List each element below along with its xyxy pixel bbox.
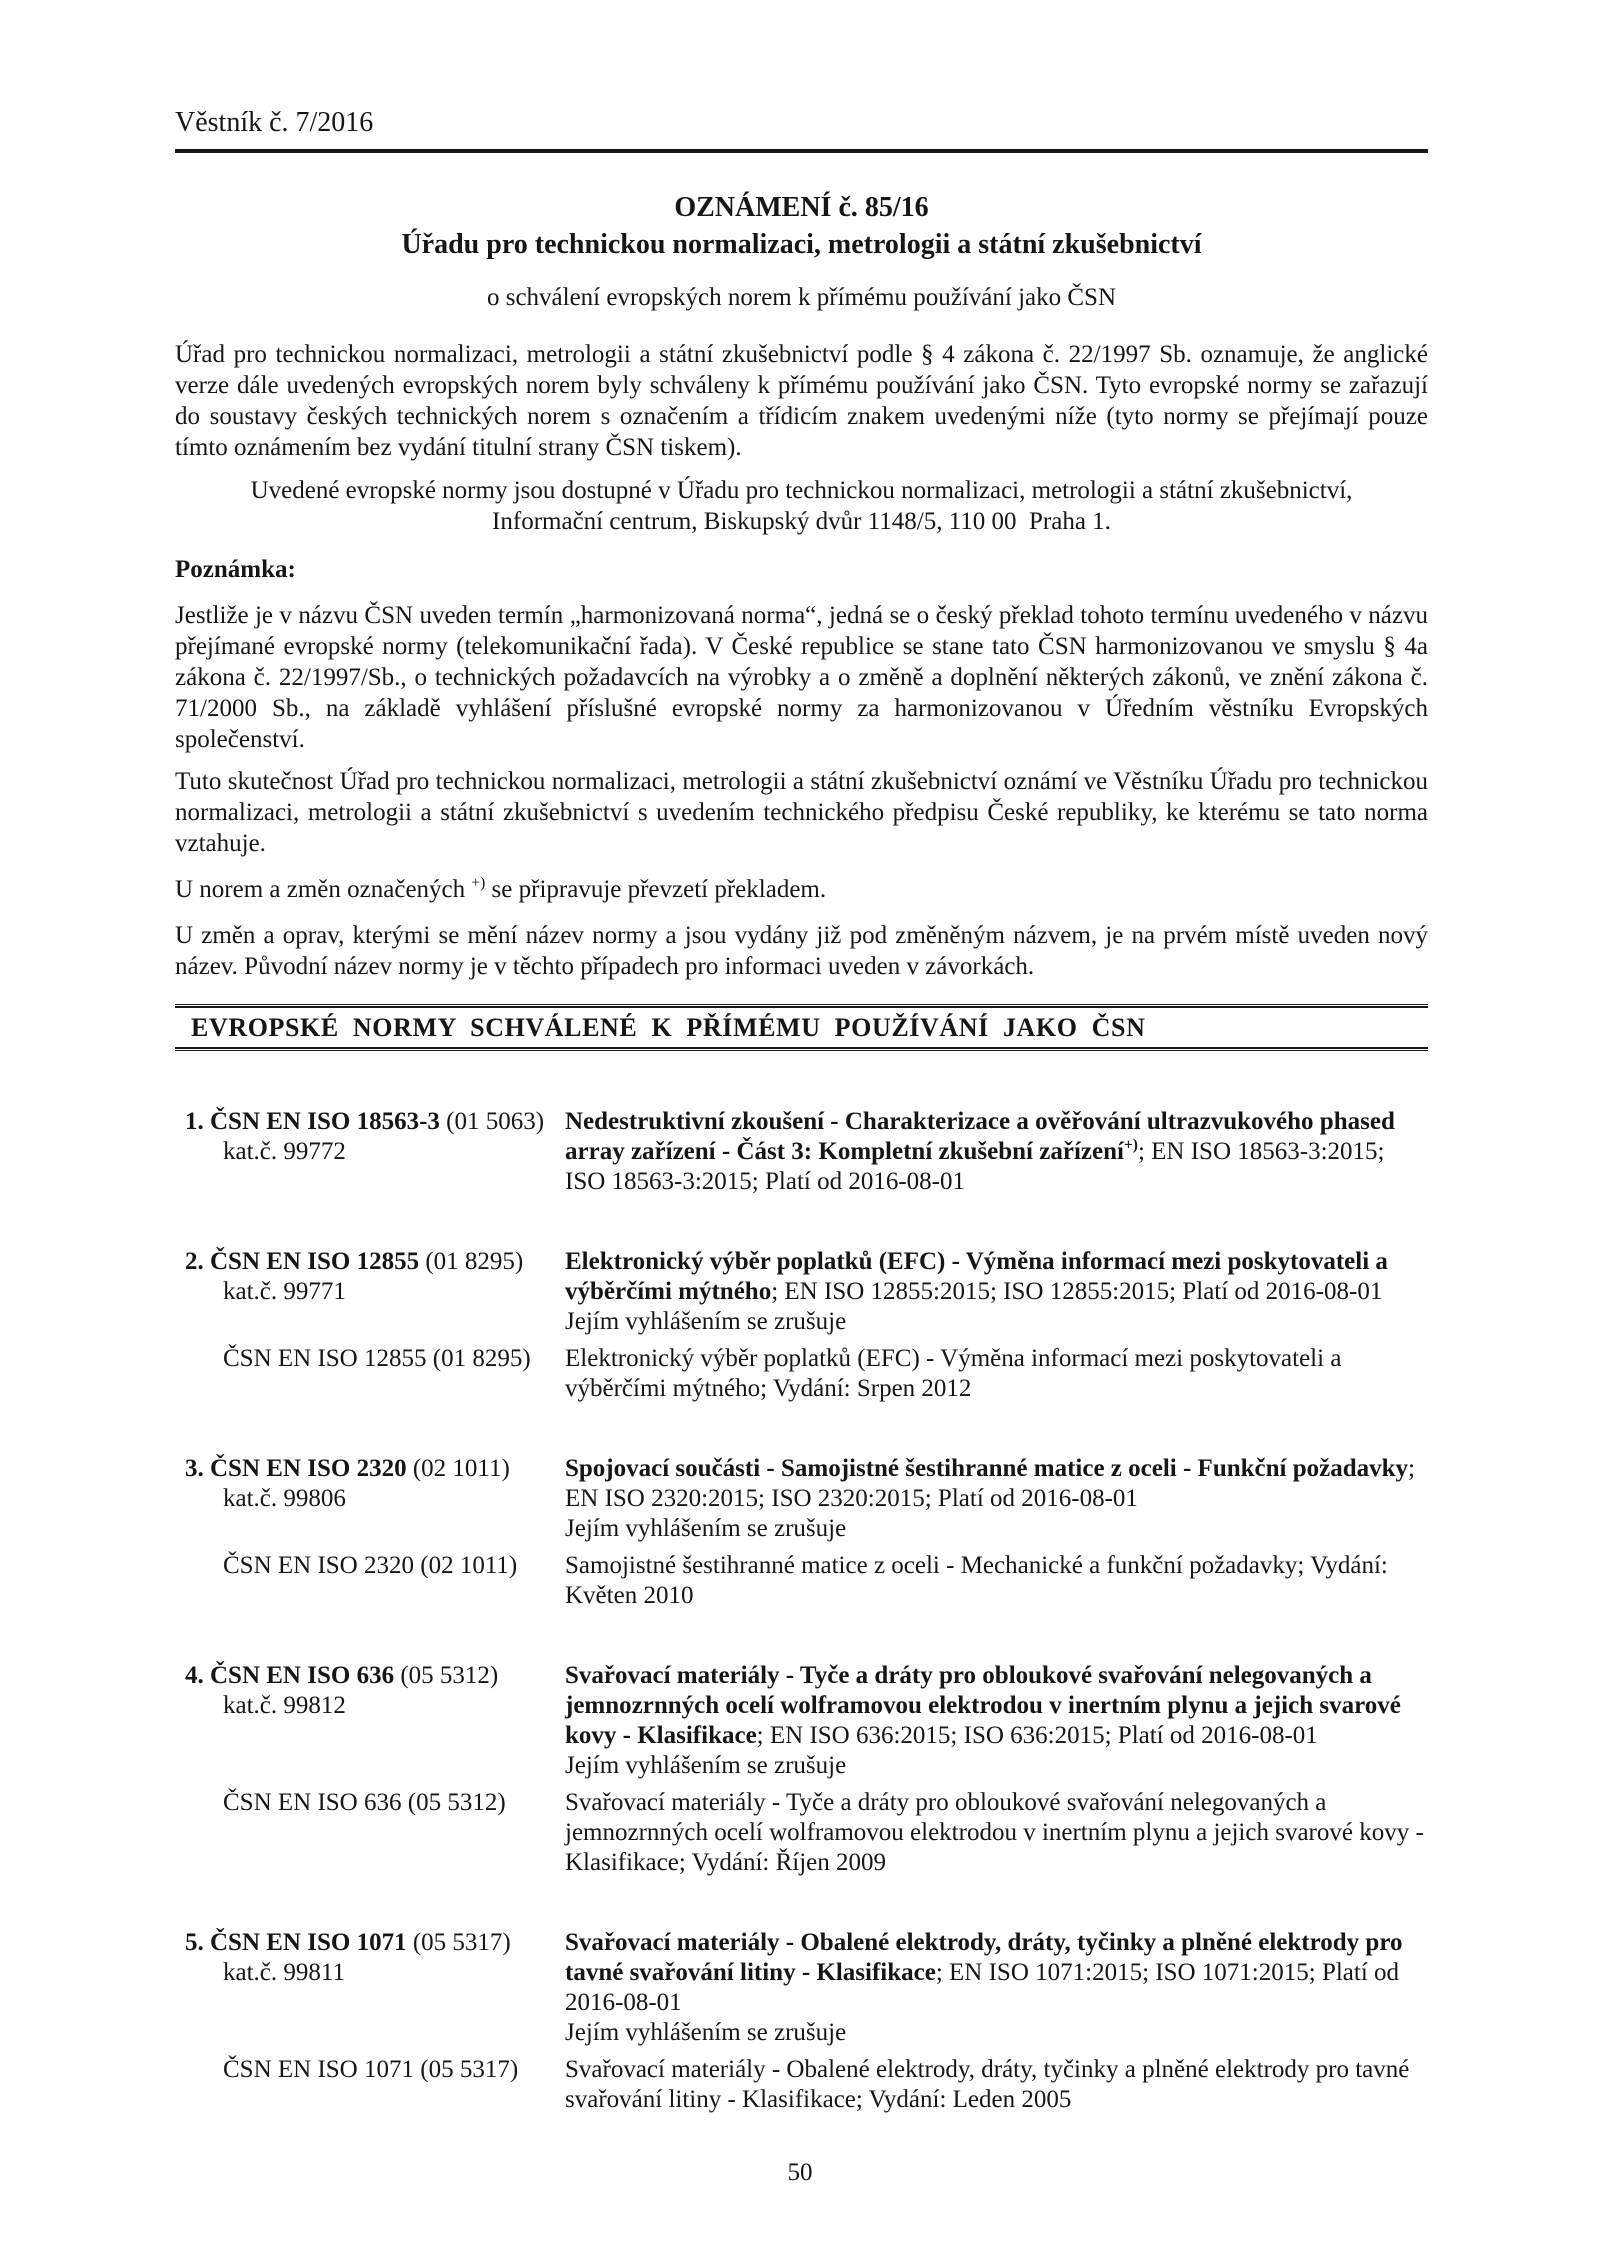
- entry-catalog-number: kat.č. 99771: [223, 1278, 346, 1305]
- standard-entry: [175, 1454, 1428, 1611]
- section-heading: EVROPSKÉ NORMY SCHVÁLENÉ K PŘÍMÉMU POUŽÍVÁNÍ JAKO ČSN: [191, 1013, 1146, 1042]
- entry-designation-line: [175, 1454, 547, 1484]
- entry-designation-line: [175, 1107, 547, 1137]
- replaced-designation: ČSN EN ISO 1071 (05 5317): [223, 2056, 519, 2083]
- section-rule-bottom: [175, 1047, 1428, 1051]
- entry-number: 5.: [185, 1929, 204, 1956]
- entry-catalog-number: kat.č. 99772: [223, 1138, 346, 1165]
- entry-designation-line: [175, 1661, 547, 1691]
- notice-title-block: [175, 189, 1428, 263]
- note-paragraph-4: U změn a oprav, kterými se mění název normy a jsou vydány již pod změněným názvem, je na prvém místě uveden nový název. Původní název normy je v těchto případech pro informaci uveden v závorkách.: [175, 922, 1428, 980]
- availability-line-2: Informační centrum, Biskupský dvůr 1148/5, 110 00 Praha 1.: [492, 508, 1111, 535]
- entry-refs: ; EN ISO 1071:2015; ISO 1071:2015; Platí od 2016-08-01: [565, 1959, 1400, 2016]
- entry-number: 4.: [185, 1662, 204, 1689]
- replaced-entry: [175, 1344, 1428, 1404]
- entry-class-code: (01 8295): [425, 1248, 524, 1275]
- note-label: Poznámka:: [175, 556, 296, 583]
- availability-block: [175, 475, 1428, 537]
- replaced-text: Svařovací materiály - Obalené elektrody, dráty, tyčinky a plněné elektrody pro tavné svařování litiny - Klasifikace; Vydání: Leden 2005: [565, 2056, 1410, 2113]
- entry-title-line: [565, 1247, 1428, 1307]
- entry-designation-line: [175, 1247, 547, 1277]
- replaced-designation: ČSN EN ISO 2320 (02 1011): [223, 1552, 518, 1579]
- translation-note-prefix: U norem a změn označených: [175, 876, 472, 903]
- standard-entry: [175, 1247, 1428, 1404]
- entry-designation: ČSN EN ISO 18563-3: [210, 1108, 440, 1135]
- entry-title-line: [565, 1928, 1428, 2018]
- entry-refs: ; EN ISO 18563-3:2015; ISO 18563-3:2015; Platí od 2016-08-01: [565, 1138, 1385, 1195]
- notice-authority: Úřadu pro technickou normalizaci, metrologii a státní zkušebnictví: [401, 229, 1202, 260]
- entry-designation: ČSN EN ISO 2320: [210, 1455, 407, 1482]
- entry-left-column: [175, 1928, 565, 2048]
- entry-main-row: [175, 1454, 1428, 1544]
- standard-entry: [175, 1928, 1428, 2115]
- translation-note: [175, 874, 1428, 905]
- entry-title-line: [565, 1454, 1428, 1514]
- section-heading-bar: [175, 1004, 1428, 1051]
- translation-note-suffix: se připravuje převzetí překladem.: [485, 876, 827, 903]
- entry-refs: ; EN ISO 2320:2015; ISO 2320:2015; Platí od 2016-08-01: [565, 1455, 1415, 1512]
- entry-title: Nedestruktivní zkoušení - Charakterizace a ověřování ultrazvukového phased array zařízení - Část 3: Kompletní zkušební zařízení: [565, 1108, 1395, 1165]
- masthead: Věstník č. 7/2016: [175, 107, 374, 138]
- entry-refs: ; EN ISO 636:2015; ISO 636:2015; Platí od 2016-08-01: [756, 1722, 1318, 1749]
- entry-right-column: [565, 1661, 1428, 1781]
- entry-catalog-number: kat.č. 99812: [223, 1692, 346, 1719]
- note-paragraph-2: Tuto skutečnost Úřad pro technickou normalizaci, metrologii a státní zkušebnictví oznámí ve Věstníku Úřadu pro technickou normalizaci, metrologii a státní zkušebnictví s uvedením technického předpisu České republiky, ke kterému se tato norma vztahuje.: [175, 768, 1428, 857]
- entry-designation: ČSN EN ISO 12855: [210, 1248, 420, 1275]
- replaced-text: Samojistné šestihranné matice z oceli - Mechanické a funkční požadavky; Vydání: Květen 2010: [565, 1552, 1388, 1609]
- entry-title-line: [565, 1661, 1428, 1751]
- entry-catalog-number: kat.č. 99811: [223, 1959, 345, 1986]
- entry-main-row: [175, 1661, 1428, 1781]
- entry-designation: ČSN EN ISO 1071: [210, 1929, 407, 1956]
- entry-left-column: [175, 1454, 565, 1544]
- plus-mark: +): [471, 874, 486, 892]
- notice-subject: o schválení evropských norem k přímému používání jako ČSN: [486, 284, 1117, 311]
- replaced-entry: [175, 1788, 1428, 1878]
- entry-right-column: [565, 1107, 1428, 1197]
- entry-main-row: [175, 1107, 1428, 1197]
- cancel-note: Jejím vyhlášením se zrušuje: [565, 2019, 847, 2046]
- entry-main-row: [175, 1928, 1428, 2048]
- note-paragraph-1: Jestliže je v názvu ČSN uveden termín „harmonizovaná norma“, jedná se o český překlad tohoto termínu uvedeného v názvu přejímané evropské normy (telekomunikační řada). V České republice se stane tato ČSN harmonizovanou ve smyslu § 4a zákona č. 22/1997/Sb., o technických požadavcích na výrobky a o změně a doplnění některých zákonů, ve znění zákona č. 71/2000 Sb., na základě vyhlášení příslušné evropské normy za harmonizovanou v Úředním věstníku Evropských společenství.: [175, 602, 1428, 753]
- entry-title: Svařovací materiály - Tyče a dráty pro obloukové svařování nelegovaných a jemnozrnných ocelí wolframovou elektrodou v inertním plynu a jejich svarové kovy - Klasifikace: [565, 1662, 1401, 1749]
- entry-class-code: (01 5063): [446, 1108, 545, 1135]
- entry-left-column: [175, 1247, 565, 1337]
- cancel-note: Jejím vyhlášením se zrušuje: [565, 1515, 847, 1542]
- entry-left-column: [175, 1107, 565, 1197]
- entry-catalog-number: kat.č. 99806: [223, 1485, 346, 1512]
- entry-number: 1.: [185, 1108, 204, 1135]
- cancel-note: Jejím vyhlášením se zrušuje: [565, 1752, 847, 1779]
- notice-number: OZNÁMENÍ č. 85/16: [674, 192, 929, 223]
- entry-number: 2.: [185, 1248, 204, 1275]
- standard-entry: [175, 1661, 1428, 1878]
- entry-right-column: [565, 1928, 1428, 2048]
- plus-mark: +): [1123, 1136, 1138, 1154]
- replaced-designation: ČSN EN ISO 12855 (01 8295): [223, 1345, 531, 1372]
- entry-class-code: (02 1011): [412, 1455, 510, 1482]
- intro-paragraph: Úřad pro technickou normalizaci, metrologii a státní zkušebnictví podle § 4 zákona č. 22/1997 Sb. oznamuje, že anglické verze dále uvedených evropských norem byly schváleny k přímému používání jako ČSN. Tyto evropské normy se zařazují do soustavy českých technických norem s označením a třídicím znakem uvedenými níže (tyto normy se přejímají pouze tímto oznámením bez vydání titulní strany ČSN tiskem).: [175, 341, 1428, 461]
- replaced-entry: [175, 1551, 1428, 1611]
- cancel-note: Jejím vyhlášením se zrušuje: [565, 1308, 847, 1335]
- page-number: 50: [787, 2159, 813, 2186]
- entry-number: 3.: [185, 1455, 204, 1482]
- standards-list: [175, 1107, 1428, 2115]
- entry-designation-line: [175, 1928, 547, 1958]
- entry-designation: ČSN EN ISO 636: [210, 1662, 395, 1689]
- replaced-designation: ČSN EN ISO 636 (05 5312): [223, 1789, 506, 1816]
- entry-right-column: [565, 1454, 1428, 1544]
- entry-class-code: (05 5317): [412, 1929, 511, 1956]
- entry-title: Svařovací materiály - Obalené elektrody, dráty, tyčinky a plněné elektrody pro tavné svařování litiny - Klasifikace: [565, 1929, 1403, 1986]
- entry-main-row: [175, 1247, 1428, 1337]
- entry-refs: ; EN ISO 12855:2015; ISO 12855:2015; Platí od 2016-08-01: [771, 1278, 1383, 1305]
- entry-title: Elektronický výběr poplatků (EFC) - Výměna informací mezi poskytovateli a výběrčími mýtného: [565, 1248, 1388, 1305]
- availability-line-1: Uvedené evropské normy jsou dostupné v Úřadu pro technickou normalizaci, metrologii a státní zkušebnictví,: [250, 477, 1353, 504]
- entry-title: Spojovací součásti - Samojistné šestihranné matice z oceli - Funkční požadavky: [565, 1455, 1409, 1482]
- replaced-text: Elektronický výběr poplatků (EFC) - Výměna informací mezi poskytovateli a výběrčími mýtného; Vydání: Srpen 2012: [565, 1345, 1342, 1402]
- masthead-rule: [175, 149, 1428, 153]
- standard-entry: [175, 1107, 1428, 1197]
- replaced-entry: [175, 2055, 1428, 2115]
- entry-right-column: [565, 1247, 1428, 1337]
- entry-class-code: (05 5312): [400, 1662, 499, 1689]
- entry-left-column: [175, 1661, 565, 1781]
- replaced-text: Svařovací materiály - Tyče a dráty pro obloukové svařování nelegovaných a jemnozrnných ocelí wolframovou elektrodou v inertním plynu a jejich svarové kovy - Klasifikace; Vydání: Říjen 2009: [565, 1789, 1424, 1876]
